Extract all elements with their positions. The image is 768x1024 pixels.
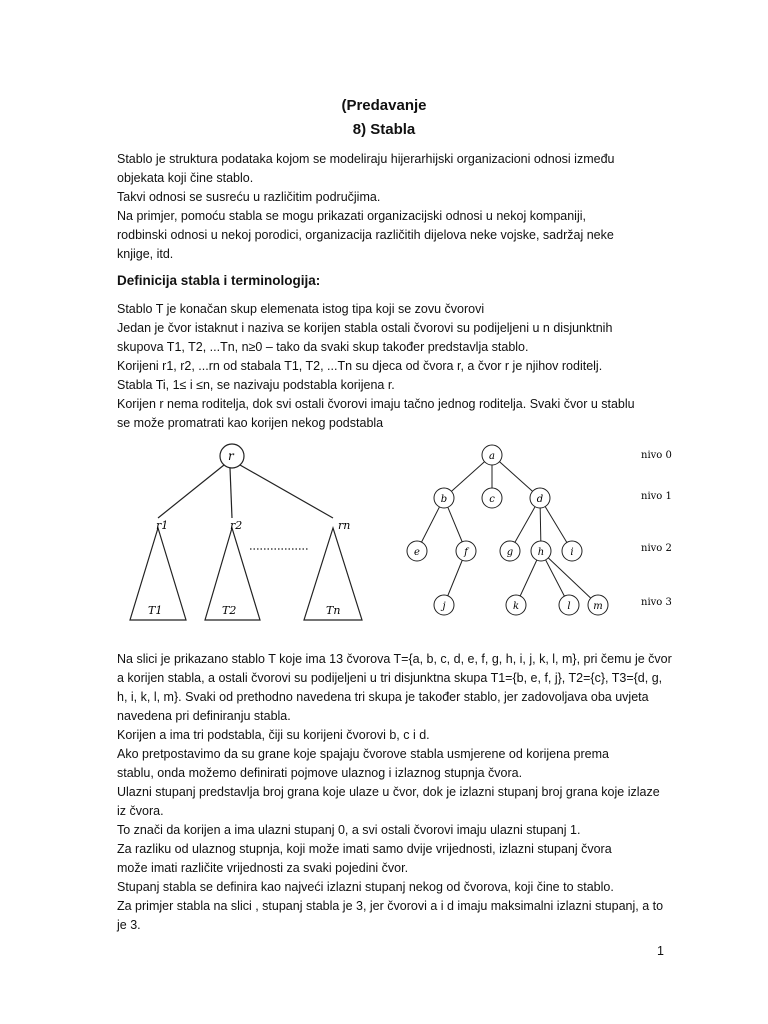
text-line: je 3. <box>117 918 141 932</box>
text-line: Stablo T je konačan skup elemenata istog tipa koji se zovu čvorovi <box>117 302 485 316</box>
text-line: navedena pri definiranju stabla. <box>117 709 291 723</box>
text-line: može imati različite vrijednosti za svaki pojedini čvor. <box>117 861 409 875</box>
node-label: j <box>442 601 446 612</box>
page-number: 1 <box>657 944 664 958</box>
level-label: nivo 0 <box>641 450 672 461</box>
text-line: skupova T1, T2, ...Tn, n≥0 – tako da svaki skup također predstavlja stablo. <box>117 340 529 354</box>
text-line: Korijeni r1, r2, ...rn od stabala T1, T2, ...Tn su djeca od čvora r, a čvor r je njihov roditelj. <box>117 359 603 373</box>
text-line: Stablo je struktura podataka kojom se modeliraju hijerarhijski organizacioni odnosi između <box>117 152 615 166</box>
node-label: c <box>489 494 495 505</box>
text-line: Na primjer, pomoću stabla se mogu prikazati organizacijski odnosi u nekoj kompaniji, <box>117 209 586 223</box>
subtree-label: T2 <box>222 604 237 617</box>
text-line: stablu, onda možemo definirati pojmove ulaznog i izlaznog stupnja čvora. <box>117 766 523 780</box>
node-label: f <box>464 547 468 558</box>
node-label: h <box>537 547 545 558</box>
text-line: rodbinski odnosi u nekoj porodici, organizacija različitih dijelova neke vojske, sadržaj neke <box>117 228 614 242</box>
text-line: Korijen r nema roditelja, dok svi ostali čvorovi imaju tačno jednog roditelja. Svaki čvor u stablu <box>117 397 635 411</box>
body-paragraph <box>117 650 677 935</box>
definition-paragraph <box>117 300 677 433</box>
text-line: Ako pretpostavimo da su grane koje spajaju čvorove stabla usmjerene od korijena prema <box>117 747 609 761</box>
text-line: Za primjer stabla na slici , stupanj stabla je 3, jer čvorovi a i d imaju maksimalni izlazni stupanj, a to <box>117 899 664 913</box>
subtree-label: T1 <box>148 604 163 617</box>
text-line: Za razliku od ulaznog stupnja, koji može imati samo dvije vrijednosti, izlazni stupanj čvora <box>117 842 612 856</box>
child-label: r1 <box>156 519 169 532</box>
text-line: objekata koji čine stablo. <box>117 171 254 185</box>
child-label: rn <box>338 519 351 532</box>
level-label: nivo 2 <box>641 543 672 554</box>
node-label: e <box>414 547 420 558</box>
section-heading: Definicija stabla i terminologija: <box>117 273 321 288</box>
node-label: a <box>489 451 495 462</box>
node-label: i <box>570 547 574 558</box>
text-line: iz čvora. <box>117 804 164 818</box>
node-label: b <box>440 494 448 505</box>
node-label: m <box>593 601 603 612</box>
text-line: se može promatrati kao korijen nekog podstabla <box>117 416 384 430</box>
text-line: Na slici je prikazano stablo T koje ima 13 čvorova T={a, b, c, d, e, f, g, h, i, j, k, l, m}, pri čemu je čvor <box>117 652 672 666</box>
node-label: l <box>567 601 571 612</box>
text-line: a korijen stabla, a ostali čvorovi su podijeljeni u tri disjunktna skupa T1={b, e, f, j}, T2={c}, T3={d, g, <box>117 671 663 685</box>
text-line: Ulazni stupanj predstavlja broj grana koje ulaze u čvor, dok je izlazni stupanj broj grana koje izlaze <box>117 785 660 799</box>
root-label: r <box>228 449 234 463</box>
node-label: k <box>512 601 520 612</box>
text-line: Stupanj stabla se definira kao najveći izlazni stupanj nekog od čvorova, koji čine to stablo. <box>117 880 614 894</box>
text-line: Jedan je čvor istaknut i naziva se korijen stabla ostali čvorovi su podijeljeni u n disjunktnih <box>117 321 613 335</box>
edge <box>158 465 224 518</box>
edge <box>240 465 333 518</box>
node-label: d <box>536 494 544 505</box>
text-line: Korijen a ima tri podstabla, čiji su korijeni čvorovi b, c i d. <box>117 728 430 742</box>
level-label: nivo 1 <box>641 491 672 502</box>
page-title-line-1: (Predavanje <box>341 97 427 114</box>
general-tree-figure <box>110 438 370 628</box>
text-line: knjige, itd. <box>117 247 174 261</box>
text-line: To znači da korijen a ima ulazni stupanj 0, a svi ostali čvorovi imaju ulazni stupanj 1. <box>117 823 581 837</box>
text-line: Stabla Ti, 1≤ i ≤n, se nazivaju podstabla korijena r. <box>117 378 395 392</box>
example-tree-figure <box>398 440 688 620</box>
level-label: nivo 3 <box>641 597 672 608</box>
text-line: h, i, k, l, m}. Svaki od prethodno navedena tri skupa je također stablo, jer zadovoljava oba uvjeta <box>117 690 649 704</box>
page-title-line-2: 8) Stabla <box>352 121 416 138</box>
intro-paragraph <box>117 150 677 264</box>
node-label: g <box>506 547 514 558</box>
edge <box>230 468 232 518</box>
text-line: Takvi odnosi se susreću u različitim područjima. <box>117 190 381 204</box>
child-label: r2 <box>230 519 243 532</box>
subtree-label: Tn <box>326 604 341 617</box>
